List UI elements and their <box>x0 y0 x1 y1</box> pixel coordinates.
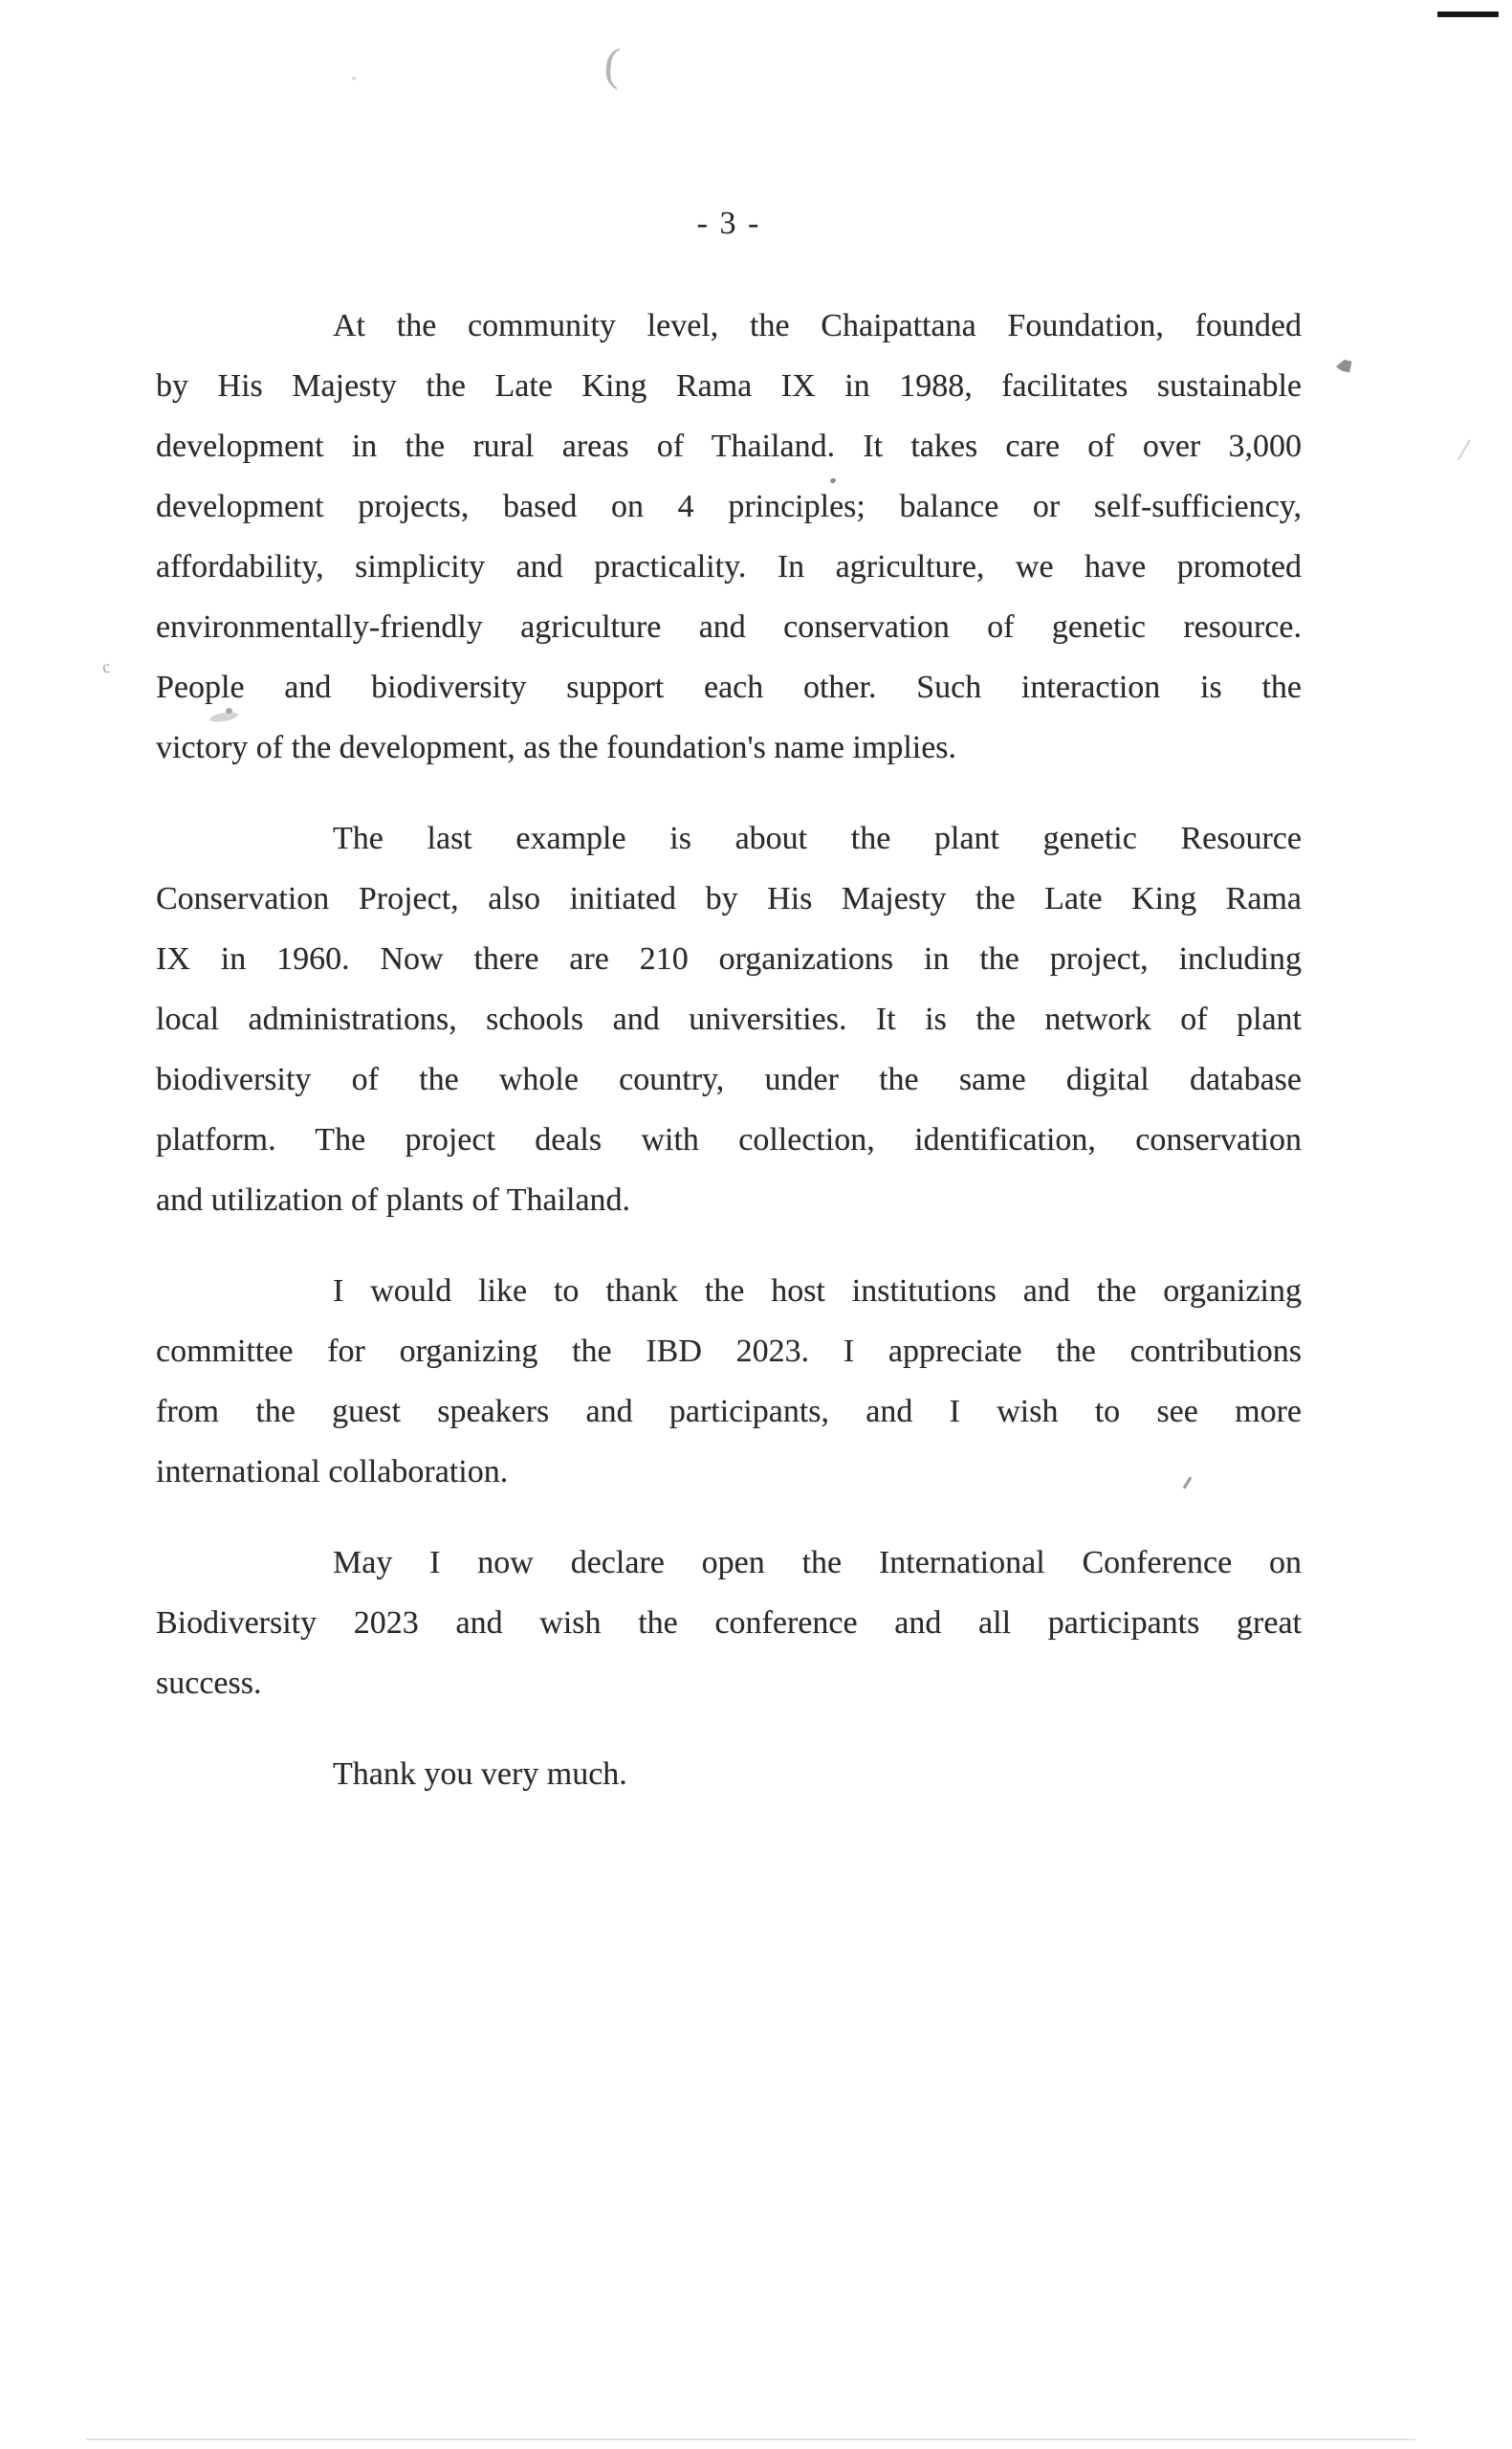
text-line: Biodiversity 2023 and wish the conference and all participants great <box>156 1605 1302 1641</box>
paragraph <box>156 1744 1302 1804</box>
text-line: Thank you very much. <box>333 1756 627 1792</box>
scan-smudge-above-victory-dark <box>226 708 232 714</box>
text-line: At the community level, the Chaipattana Foundation, founded <box>333 308 1302 343</box>
scan-c-mark: c <box>100 656 112 677</box>
scan-paren-mark: ( <box>603 38 622 91</box>
text-line: The last example is about the plant genetic Resource <box>333 821 1302 856</box>
text-line: international collaboration. <box>156 1454 509 1489</box>
text-line: local administrations, schools and universities. It is the network of plant <box>156 1002 1302 1037</box>
scan-edge-line <box>86 2438 1415 2440</box>
text-line: IX in 1960. Now there are 210 organizations in the project, including <box>156 941 1302 977</box>
text-line: biodiversity of the whole country, under the same digital database <box>156 1062 1302 1097</box>
text-line: success. <box>156 1666 262 1701</box>
text-line: committee for organizing the IBD 2023. I appreciate the contributions <box>156 1334 1302 1369</box>
text-line: I would like to thank the host institutions and the organizing <box>333 1273 1302 1309</box>
paragraph <box>156 1533 1302 1713</box>
text-line: May I now declare open the International Conference on <box>333 1545 1302 1580</box>
text-line: and utilization of plants of Thailand. <box>156 1182 631 1218</box>
scan-speck-top <box>352 77 356 80</box>
scan-blob-right-margin <box>1335 359 1352 374</box>
text-line: platform. The project deals with collection, identification, conservation <box>156 1122 1302 1158</box>
text-line: environmentally-friendly agriculture and conservation of genetic resource. <box>156 609 1302 645</box>
text-line: Conservation Project, also initiated by His Majesty the Late King Rama <box>156 881 1302 916</box>
scan-corner-bar <box>1437 11 1499 17</box>
scan-slash-right-edge <box>1457 439 1471 460</box>
document-body <box>156 296 1302 1835</box>
text-line: affordability, simplicity and practicality. In agriculture, we have promoted <box>156 549 1302 585</box>
text-line: victory of the development, as the foundation's name implies. <box>156 730 957 765</box>
paragraph <box>156 1261 1302 1502</box>
text-line: People and biodiversity support each other. Such interaction is the <box>156 670 1302 705</box>
page-number: - 3 - <box>696 206 761 241</box>
text-line: development in the rural areas of Thailand. It takes care of over 3,000 <box>156 429 1302 464</box>
text-line: from the guest speakers and participants, and I wish to see more <box>156 1394 1302 1429</box>
paragraph <box>156 808 1302 1230</box>
paragraph <box>156 296 1302 778</box>
text-line: development projects, based on 4 principles; balance or self-sufficiency, <box>156 489 1302 524</box>
text-line: by His Majesty the Late King Rama IX in 1988, facilitates sustainable <box>156 368 1302 404</box>
